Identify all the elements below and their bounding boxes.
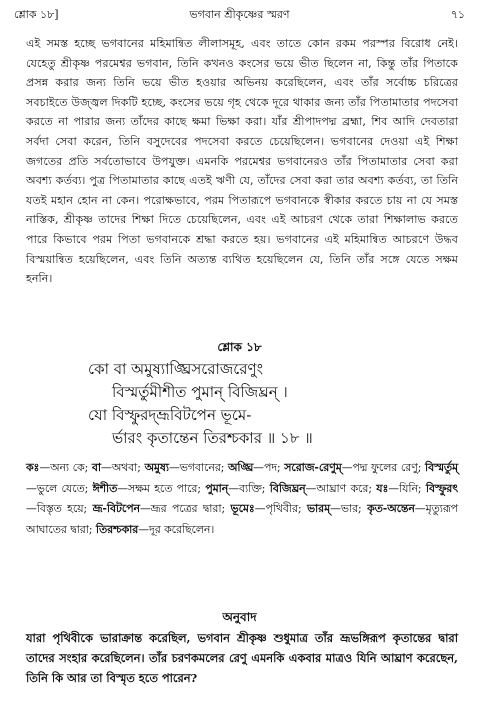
synonym-meaning: বিস্তৃত হয়ে — [36, 502, 84, 515]
synonym-word: অঙ্ঘ্রি — [228, 461, 254, 474]
synonym-meaning: যিনি — [399, 481, 418, 495]
verse-line-1: কো বা অমুষ্যাঙ্ঘ্রিসরোজরেণুং — [88, 360, 264, 378]
synonym-meaning: আঘ্রাণ করে — [316, 481, 369, 495]
synonym-word: ভ্রূ-বিটপেন — [92, 502, 140, 515]
synonym-word: কঃ — [26, 461, 40, 474]
translation-heading: অনুবাদ — [222, 610, 257, 624]
verse-line-2: বিস্মর্তুমীশীত পুমান্ বিজিঘ্রন্ । — [112, 383, 288, 401]
synonym-meaning: ব্যক্তি — [239, 481, 262, 495]
synonym-word: পুমান্ — [205, 481, 229, 495]
synonym-meaning: ভার — [340, 502, 359, 515]
synonym-word: বিজিঘ্রন্ — [269, 481, 306, 495]
synonym-meaning: ভগবানের — [179, 461, 221, 474]
synonym-word: বিস্মর্তুম্ — [424, 461, 458, 474]
synonym-meaning: পৃথিবীর — [265, 502, 298, 515]
synonym-meaning: সক্ষম হতে পারে — [128, 481, 198, 495]
synonym-meaning: দূর করেছিলেন — [149, 522, 211, 536]
synonym-word: ভূমেঃ — [230, 502, 255, 515]
synonym-word: ঈশীত — [92, 481, 118, 495]
verse-reference: শ্লোক ১৮] — [14, 8, 59, 21]
purport-paragraph: এই সমস্ত হচ্ছে ভগবানের মহিমান্বিত লীলাসমূহ, এবং তাতে কোন রকম পরস্পর বিরোধ নেই। যেহেতু শ্রীকৃষ্ণ পরমেশ্বর ভগবান, তিনি কখনও কংসের ভয়ে ভীত ছিলেন না, কিন্তু তাঁর পিতাকে প্রসন্ন করার জন্য তিনি ভয়ে ভীত হওয়ার অভিনয় করেছিলেন, এবং তাঁর সর্বোচ্চ চরিত্রের সবচাইতে উজ্জ্বল দিকটি হচ্ছে, কংসের ভয়ে গৃহ থেকে দূরে থাকার জন্য তাঁর পিতামাতার পদসেবা করতে না পারার জন্য তাঁদের কাছে ক্ষমা ভিক্ষা করা। যাঁর শ্রীপাদপদ্ম ব্রহ্মা, শিব আদি দেবতারা সর্বদা সেবা করেন, তিনি বসুদেবের পদসেবা করতে চেয়েছিলেন। ভগবানের দেওয়া এই শিক্ষা জগতের প্রতি সর্বতোভাবে উপযুক্ত। এমনকি পরমেশ্বর ভগবানেরও তাঁর পিতামাতার সেবা করা অবশ্য কর্তব্য। পুত্র পিতামাতার কাছে এতই ঋণী যে, তাঁদের সেবা করা তার অবশ্য কর্তব্য, তা তিনি যতই মহান হোন না কেন। পরোক্ষভাবে, পরম পিতারূপে ভগবানকে স্বীকার করতে চায় না যে সমস্ত নাস্তিক, শ্রীকৃষ্ণ তাদের শিক্ষা দিতে চেয়েছিলেন, এবং এই আচরণ থেকে তারা শিক্ষালাভ করতে পারে কিভাবে পরম পিতা ভগবানকে শ্রদ্ধা করতে হয়। ভগবানের এই মহিমান্বিত আচরণে উদ্ধব বিস্ময়ান্বিত হয়েছিলেন, এবং তিনি অত্যন্ত ব্যথিত হয়েছিলেন যে, তিনি তাঁর সঙ্গে যেতে সক্ষম হননি। — [26, 37, 458, 286]
synonym-word: সরোজ-রেণুম্ — [284, 461, 342, 474]
running-header — [14, 6, 465, 24]
synonym-word: তিরশ্চকার — [95, 522, 139, 536]
synonym-meaning: ভুলে যেতে — [36, 481, 85, 495]
synonym-word: যঃ — [376, 481, 389, 495]
synonym-meaning: পদ্ম ফুলের রেণু — [352, 461, 418, 474]
synonym-meaning: ভ্রূর পত্রের দ্বারা — [150, 502, 222, 515]
verse-heading: শ্লোক ১৮ — [217, 340, 262, 354]
synonym-meaning: অথবা — [111, 461, 138, 474]
synonym-meaning: পদ — [263, 461, 277, 474]
synonym-word: বা — [91, 461, 102, 474]
synonym-word: ভারম্ — [306, 502, 331, 515]
verse-line-4: র্ভারং কৃতান্তেন তিরশ্চকার ॥ ১৮ ॥ — [112, 429, 313, 447]
verse-line-3: যো বিস্ফুরদ্ভ্রূবিটপেন ভূমে- — [88, 406, 252, 424]
synonym-meaning: অন্য কে — [50, 461, 85, 474]
word-for-word-synonyms: কঃ—অন্য কে; বা—অথবা; অমুষ্য—ভগবানের; অঙ্ঘ্রি—পদ; সরোজ-রেণুম্—পদ্ম ফুলের রেণু; বিস্মর্তুম্—ভুলে যেতে; ঈশীত—সক্ষম হতে পারে; পুমান্—ব্যক্তি; বিজিঘ্রন্—আঘ্রাণ করে; যঃ—যিনি; বিস্ফুরৎ—বিস্তৃত হয়ে; ভ্রূ-বিটপেন—ভ্রূর পত্রের দ্বারা; ভূমেঃ—পৃথিবীর; ভারম্—ভার; কৃত-অন্তেন—মৃত্যুরূপ আঘাতের দ্বারা; তিরশ্চকার—দূর করেছিলেন। — [26, 461, 459, 536]
synonym-meaning: মৃত্যুরূপ আঘাতের দ্বারা — [26, 502, 459, 536]
synonym-word: অমুষ্য — [144, 461, 169, 474]
translation-text: যারা পৃথিবীকে ভারাক্রান্ত করেছিল, ভগবান শ্রীকৃষ্ণ শুধুমাত্র তাঁর ভ্রূভঙ্গিরূপ কৃতান্তের দ্বারা তাদের সংহার করেছিলেন। তাঁর চরণকমলের রেণু এমনকি একবার মাত্রও যিনি আঘ্রাণ করেছেন, তিনি কি আর তা বিস্মৃত হতে পারেন? — [26, 631, 458, 685]
page-number: ৭১ — [450, 8, 465, 21]
synonym-word: কৃত-অন্তেন — [367, 502, 415, 515]
synonym-word: বিস্ফুরৎ — [425, 481, 458, 495]
chapter-title: ভগবান শ্রীকৃষ্ণের স্মরণ — [189, 8, 290, 21]
